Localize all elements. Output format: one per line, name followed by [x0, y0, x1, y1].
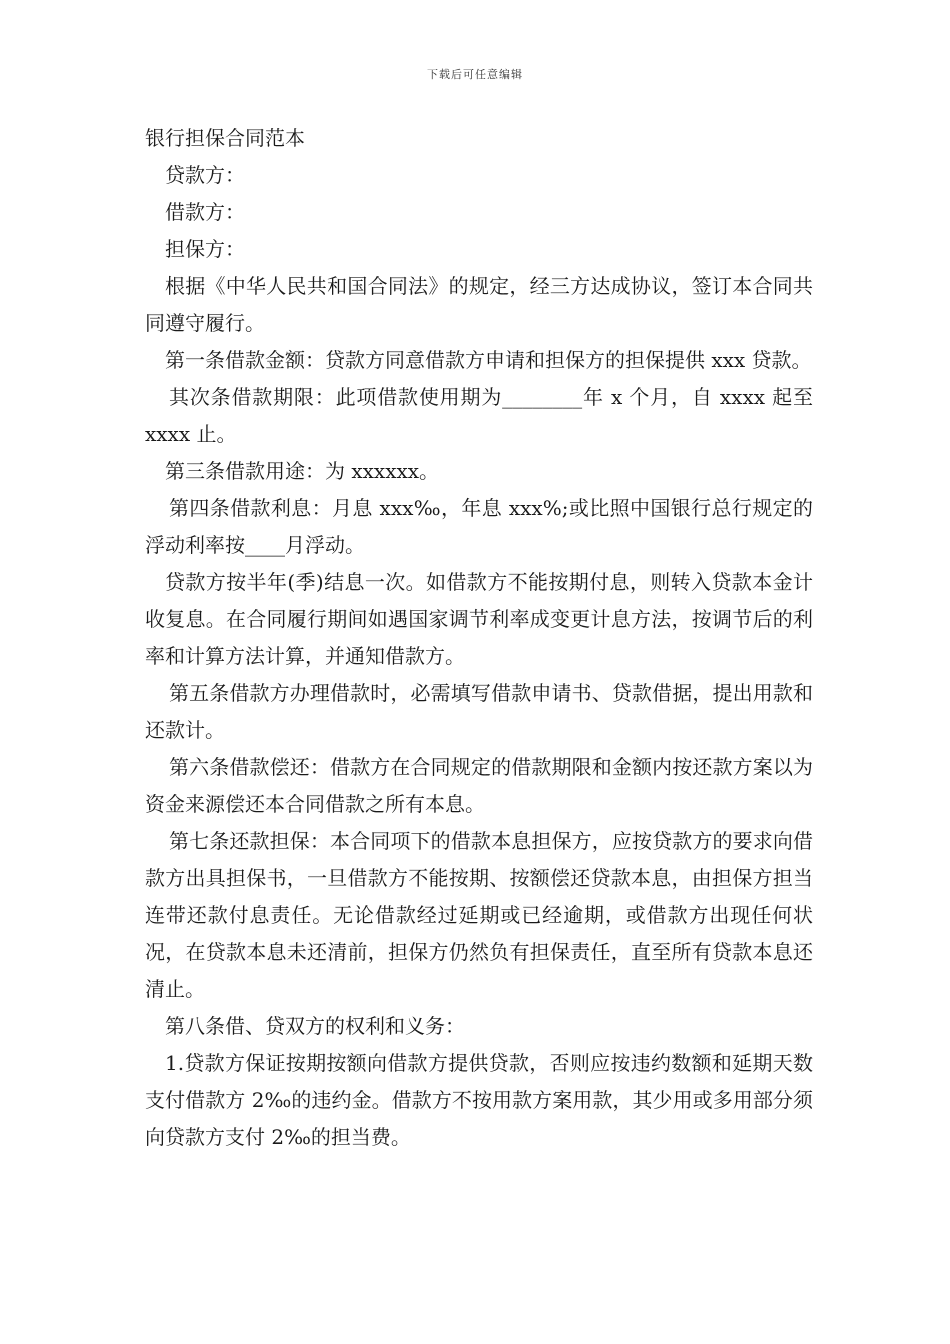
document-title: 银行担保合同范本: [145, 126, 305, 150]
paragraph-guarantor: 担保方：: [165, 237, 245, 261]
paragraph-article-2: 其次条借款期限：此项借款使用期为________年 x 个月，自 xxxx 起至 xxxx 止。: [145, 385, 813, 446]
paragraph-interest-settlement: 贷款方按半年(季)结息一次。如借款方不能按期付息，则转入贷款本金计收复息。在合同履行期间如遇国家调节利率成变更计息方法，按调节后的利率和计算方法计算，并通知借款方。: [145, 570, 813, 668]
paragraph-article-7: 第七条还款担保：本合同项下的借款本息担保方，应按贷款方的要求向借款方出具担保书，一旦借款方不能按期、按额偿还贷款本息，由担保方担当连带还款付息责任。无论借款经过延期或已经逾期，或借款方出现任何状况，在贷款本息未还清前，担保方仍然负有担保责任，直至所有贷款本息还清止。: [145, 829, 813, 1001]
paragraph-article-3: 第三条借款用途：为 xxxxxx。: [165, 459, 440, 483]
paragraph-borrower: 借款方：: [165, 200, 245, 224]
paragraph-article-4: 第四条借款利息：月息 xxx‰，年息 xxx%;或比照中国银行总行规定的浮动利率按____月浮动。: [145, 496, 813, 557]
paragraph-article-6: 第六条借款偿还：借款方在合同规定的借款期限和金额内按还款方案以为资金来源偿还本合同借款之所有本息。: [145, 755, 813, 816]
paragraph-preamble: 根据《中华人民共和国合同法》的规定，经三方达成协议，签订本合同共同遵守履行。: [145, 274, 813, 335]
paragraph-article-5: 第五条借款方办理借款时，必需填写借款申请书、贷款借据，提出用款和还款计。: [145, 681, 813, 742]
paragraph-article-8: 第八条借、贷双方的权利和义务：: [165, 1014, 465, 1038]
page-header-note: 下载后可任意编辑: [427, 68, 523, 81]
paragraph-lender: 贷款方：: [165, 163, 245, 187]
paragraph-article-1: 第一条借款金额：贷款方同意借款方申请和担保方的担保提供 xxx 贷款。: [165, 348, 812, 372]
paragraph-article-8-item-1: 1.贷款方保证按期按额向借款方提供贷款，否则应按违约数额和延期天数支付借款方 2‰的违约金。借款方不按用款方案用款，其少用或多用部分须向贷款方支付 2‰的担当费。: [145, 1051, 813, 1149]
document-body: [145, 120, 813, 1156]
